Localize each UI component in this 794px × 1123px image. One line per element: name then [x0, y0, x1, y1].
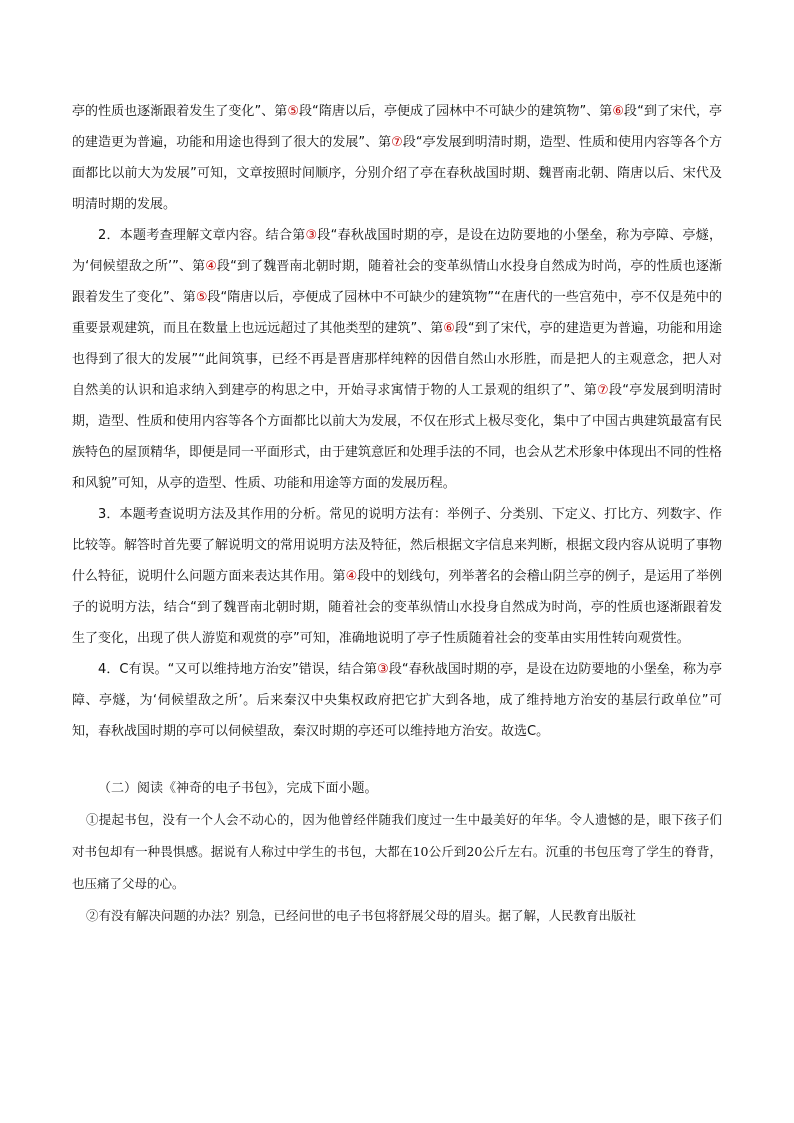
paragraph-number: ⑤ [287, 104, 300, 119]
answer-paragraph-2 [72, 220, 722, 499]
paragraph-number: ⑥ [443, 321, 455, 336]
paragraph-number: ⑤ [195, 290, 208, 305]
paragraph-number: ⑦ [597, 383, 609, 398]
text-run: 段“隋唐以后，亭便成了园林中不可缺少的建筑物”“在唐代的一些宫苑中，亭不仅是苑中的重要景观建筑，而且在数量上也远远超过了其他类型的建筑”、第 [72, 290, 722, 336]
paragraph-number: ④ [205, 259, 218, 274]
paragraph-number: ④ [345, 569, 358, 584]
passage-paragraph-2: ②有没有解决问题的办法？别急，已经问世的电子书包将舒展父母的眉头。据了解，人民教育出版社 [86, 908, 637, 923]
document-page [72, 96, 722, 932]
paragraph-number: ③ [305, 228, 318, 243]
text-run: 段“春秋战国时期的亭，是设在边防要地的小堡垒，称为亭障、亭燧，为‘伺候望敌之所’”、第 [72, 228, 722, 274]
text-run: 段“隋唐以后，亭便成了园林中不可缺少的建筑物”、第 [299, 104, 613, 119]
text-run: 亭的性质也逐渐跟着发生了变化”、第 [72, 104, 288, 119]
paragraph-number: ⑦ [391, 135, 403, 150]
text-run: 段“亭发展到明清时期，造型、性质和使用内容等各个方面都比以前大为发展，不仅在形式上极尽变化，集中了中国古典建筑最富有民族特色的屋顶精华，即便是同一平面形式，由于建筑意匠和处理手法的不同，也会从艺术形象中体现出不同的性格和风貌”可知，从亭的造型、性质、功能和用途等方面的发展历程。 [72, 383, 723, 491]
answer-paragraph-1-continued [72, 96, 722, 220]
passage-paragraph-1: ①提起书包，没有一个人会不动心的，因为他曾经伴随我们度过一生中最美好的年华。令人遗憾的是，眼下孩子们对书包却有一种畏惧感。据说有人称过中学生的书包，大都在10公斤到20公斤左右。沉重的书包压弯了学生的脊背，也压痛了父母的心。 [72, 812, 722, 891]
text-run: 2．本题考查理解文章内容。结合第 [98, 228, 306, 243]
text-run: 段“亭发展到明清时期，造型、性质和使用内容等各个方面都比以前大为发展”可知，文章按照时间顺序，分别介绍了亭在春秋战国时期、魏晋南北朝、隋唐以后、宋代及明清时期的发展。 [72, 135, 722, 212]
text-run: 4．C有误。“又可以维持地方治安”错误，结合第 [98, 662, 378, 677]
text-run: 段中的划线句，列举著名的会稽山阴兰亭的例子，是运用了举例子的说明方法，结合“到了魏晋南北朝时期，随着社会的变革纵情山水投身自然成为时尚，亭的性质也逐渐跟着发生了变化，出现了供人游览和观赏的亭”可知，准确地说明了亭子性质随着社会的变革由实用性转向观赏性。 [72, 569, 722, 646]
text-run: 段“到了宋代，亭的建造更为普遍，功能和用途也得到了很大的发展”“此间筑事，已经不再是晋唐那样纯粹的因借自然山水形胜，而是把人的主观意念，把人对自然美的认识和追求纳入到建亭的构思之中，开始寻求寓情于物的人工景观的组织了”、第 [72, 321, 722, 398]
text-run: 3．本题考查说明方法及其作用的分析。常见的说明方法有：举例子、分类别、下定义、打比方、列数字、作比较等。解答时首先要了解说明文的常用说明方法及特征，然后根据文字信息来判断，根据文段内容从说明了事物什么特征，说明什么问题方面来表达其作用。第 [72, 507, 723, 584]
section-heading: （二）阅读《神奇的电子书包》，完成下面小题。 [98, 781, 378, 796]
paragraph-number: ⑥ [612, 104, 625, 119]
text-run: 段“到了魏晋南北朝时期，随着社会的变革纵情山水投身自然成为时尚，亭的性质也逐渐跟着发生了变化”、第 [72, 259, 723, 305]
paragraph-number: ③ [377, 662, 389, 677]
text-run: 段“春秋战国时期的亭，是设在边防要地的小堡垒，称为亭障、亭燧，为‘伺候望敌之所’。后来秦汉中央集权政府把它扩大到各地，成了维持地方治安的基层行政单位”可知，春秋战国时期的亭可以伺候望敌，秦汉时期的亭还可以维持地方治安。故选C。 [72, 662, 722, 739]
answer-paragraph-4 [72, 654, 722, 747]
answer-paragraph-3 [72, 499, 722, 654]
text-run: 段“到了宋代，亭的建造更为普遍，功能和用途也得到了很大的发展”、第 [72, 104, 723, 150]
